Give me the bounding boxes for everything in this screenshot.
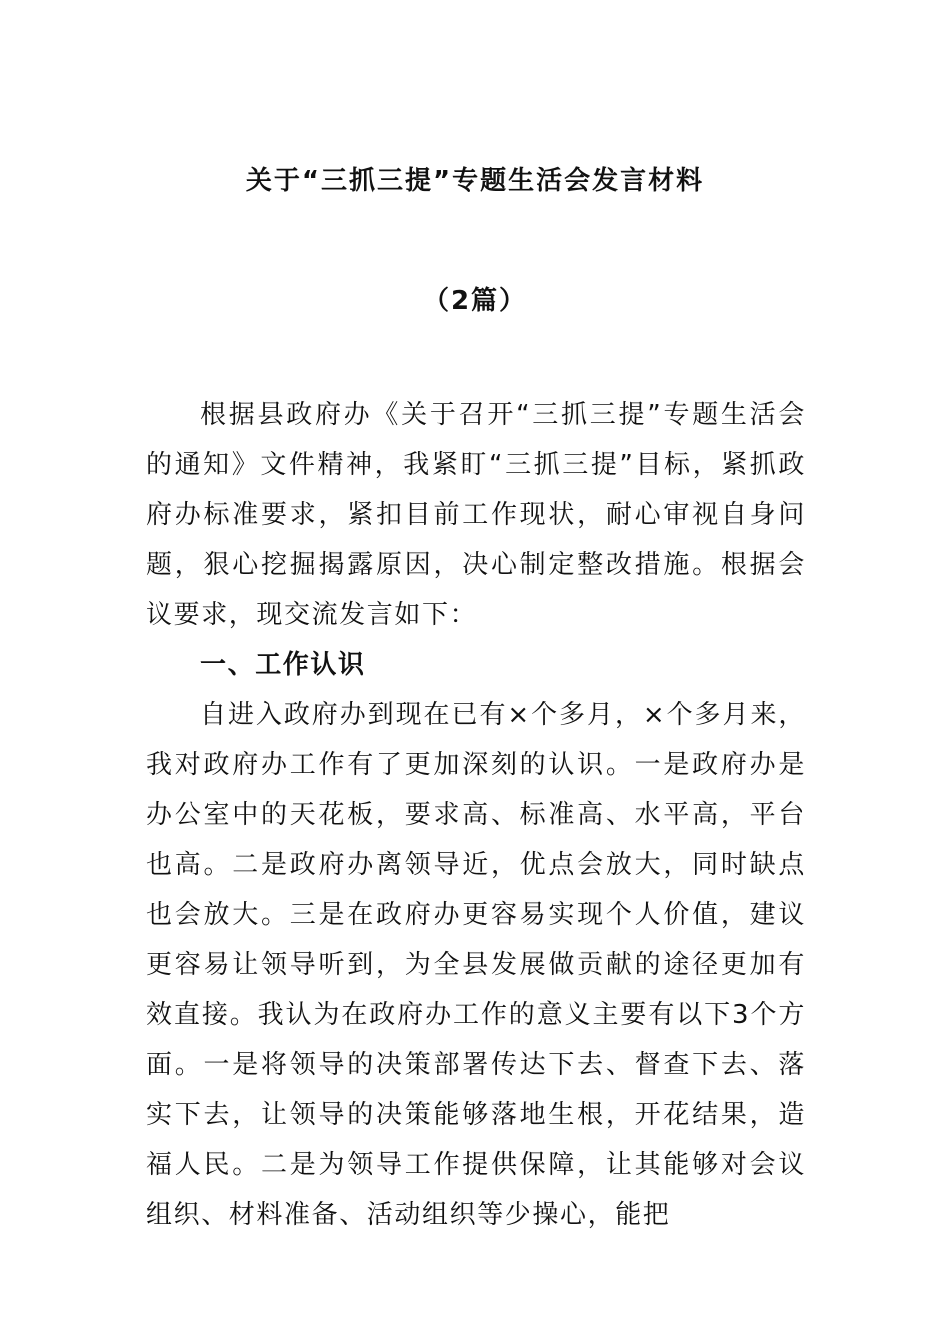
document-subtitle: （2篇）	[422, 286, 528, 316]
intro-paragraph: 根据县政府办《关于召开“三抓三提”专题生活会的通知》文件精神，我紧盯“三抓三提”目标，紧抓政府办标准要求，紧扣目前工作现状，耐心审视自身问题，狠心挖掘揭露原因，决心制定整改措施。根据会议要求，现交流发言如下：	[146, 400, 806, 630]
section-heading: 一、工作认识	[200, 650, 366, 680]
body-paragraph: 自进入政府办到现在已有×个多月，×个多月来，我对政府办工作有了更加深刻的认识。一是政府办是办公室中的天花板，要求高、标准高、水平高，平台也高。二是政府办离领导近，优点会放大，同时缺点也会放大。三是在政府办更容易实现个人价值，建议更容易让领导听到，为全县发展做贡献的途径更加有效直接。我认为在政府办工作的意义主要有以下3个方面。一是将领导的决策部署传达下去、督查下去、落实下去，让领导的决策能够落地生根，开花结果，造福人民。二是为领导工作提供保障，让其能够对会议组织、材料准备、活动组织等少操心，能把	[146, 700, 806, 1230]
document-body	[146, 390, 806, 1240]
document-title: 关于“三抓三提”专题生活会发言材料	[245, 166, 705, 196]
